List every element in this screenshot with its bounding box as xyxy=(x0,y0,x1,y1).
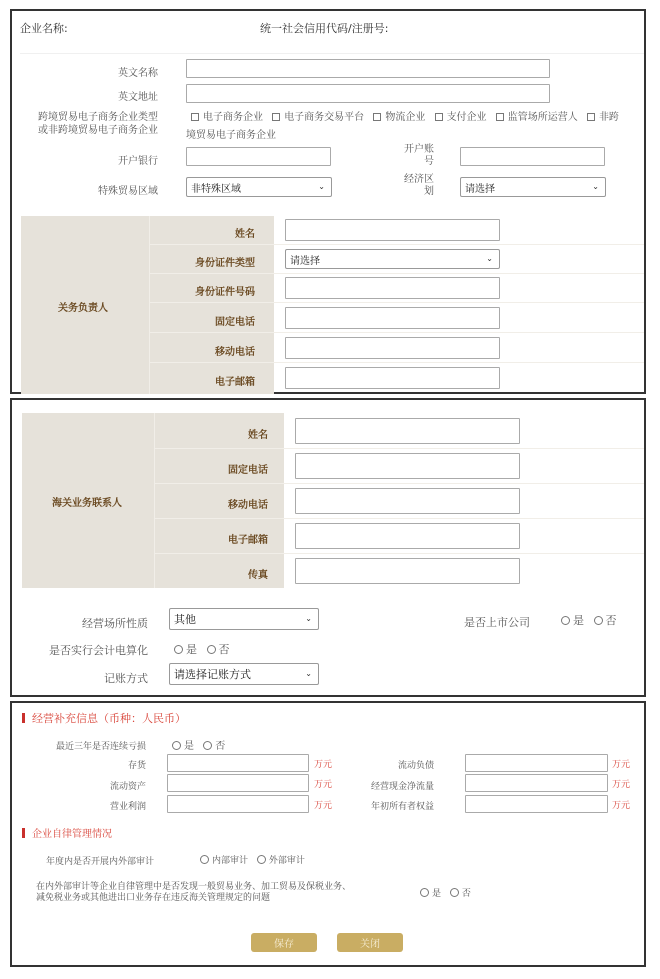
contact-email-input[interactable] xyxy=(295,523,520,549)
violation-question: 在内外部审计等企业自律管理中是否发现一般贸易业务、加工贸易及保税业务、 减免税业务或其他进出口业务存在违反海关管理规定的问题 xyxy=(36,882,352,903)
listed-company-label: 是否上市公司 xyxy=(464,616,530,629)
radio-button[interactable] xyxy=(594,616,603,625)
consecutive-loss-radios xyxy=(172,737,231,752)
opening-equity-unit: 万元 xyxy=(612,801,631,811)
listed-yes-option[interactable]: 是 xyxy=(561,614,584,627)
inventory-unit: 万元 xyxy=(314,760,333,770)
header-divider xyxy=(20,53,644,54)
chevron-down-icon: ⌄ xyxy=(318,182,325,192)
current-liabilities-unit: 万元 xyxy=(612,760,631,770)
account-label: 开户账 号 xyxy=(404,144,434,167)
radio-button[interactable] xyxy=(257,855,266,864)
english-address-label: 英文地址 xyxy=(118,92,158,103)
contact-mobile-label: 移动电话 xyxy=(228,500,268,511)
bookkeeping-select[interactable]: 请选择记账方式 ⌄ xyxy=(169,663,319,685)
consecutive-loss-label: 最近三年是否连续亏损 xyxy=(55,742,146,752)
customs-head-idnumber-input[interactable] xyxy=(285,277,500,299)
bookkeeping-label: 记账方式 xyxy=(104,672,148,685)
violation-yes-option[interactable]: 是 xyxy=(420,889,441,899)
contact-email-label: 电子邮箱 xyxy=(228,535,268,546)
listed-no-option[interactable]: 否 xyxy=(594,614,617,627)
chevron-down-icon: ⌄ xyxy=(305,614,312,624)
contact-mobile-input[interactable] xyxy=(295,488,520,514)
current-liabilities-label: 流动负债 xyxy=(397,761,434,771)
audit-radios xyxy=(200,853,311,866)
operating-cashflow-input[interactable] xyxy=(465,774,608,792)
credit-code-label: 统一社会信用代码/注册号: xyxy=(260,22,389,35)
radio-button[interactable] xyxy=(561,616,570,625)
option-payment[interactable]: 支付企业 xyxy=(435,112,487,123)
option-non-crossborder[interactable]: 非跨 xyxy=(587,112,619,123)
checkbox[interactable] xyxy=(373,113,381,121)
current-liabilities-input[interactable] xyxy=(465,754,608,772)
operating-profit-input[interactable] xyxy=(167,795,309,813)
checkbox[interactable] xyxy=(191,113,199,121)
contact-phone-label: 固定电话 xyxy=(228,465,268,476)
customs-head-phone-label: 固定电话 xyxy=(215,317,255,328)
contact-group-label: 海关业务联系人 xyxy=(52,498,122,509)
customs-head-name-label: 姓名 xyxy=(235,229,255,240)
chevron-down-icon: ⌄ xyxy=(305,669,312,679)
operating-profit-unit: 万元 xyxy=(314,801,333,811)
premises-select[interactable]: 其他 ⌄ xyxy=(169,608,319,630)
operating-cashflow-label: 经营现金净流量 xyxy=(370,782,434,792)
current-assets-input[interactable] xyxy=(167,774,309,792)
account-input[interactable] xyxy=(460,147,605,166)
customs-head-email-input[interactable] xyxy=(285,367,500,389)
opening-equity-label: 年初所有者权益 xyxy=(370,802,434,812)
radio-button[interactable] xyxy=(420,888,429,897)
computerized-no-option[interactable]: 否 xyxy=(207,643,230,656)
checkbox[interactable] xyxy=(587,113,595,121)
radio-button[interactable] xyxy=(207,645,216,654)
radio-button[interactable] xyxy=(174,645,183,654)
section-business-supplement-title: 经营补充信息（币种：人民币） xyxy=(22,710,186,726)
business-supplement-panel xyxy=(10,701,646,967)
chevron-down-icon: ⌄ xyxy=(592,182,599,192)
contact-fax-label: 传真 xyxy=(248,570,268,581)
ecommerce-type-label: 跨境贸易电子商务企业类型 或非跨境贸易电子商务企业 xyxy=(38,112,158,136)
loss-yes-option[interactable]: 是 xyxy=(172,741,194,752)
listed-company-radios xyxy=(561,612,623,628)
violation-radios xyxy=(420,886,477,899)
customs-head-name-input[interactable] xyxy=(285,219,500,241)
customs-head-group-label: 关务负责人 xyxy=(58,303,108,314)
contact-fax-input[interactable] xyxy=(295,558,520,584)
audit-label: 年度内是否开展内外部审计 xyxy=(46,857,155,867)
english-name-input[interactable] xyxy=(186,59,550,78)
english-name-label: 英文名称 xyxy=(118,68,158,79)
customs-head-idnumber-label: 身份证件号码 xyxy=(195,287,255,298)
customs-head-idtype-label: 身份证件类型 xyxy=(195,258,255,269)
contact-phone-input[interactable] xyxy=(295,453,520,479)
computerized-radios xyxy=(174,641,236,657)
english-address-input[interactable] xyxy=(186,84,550,103)
current-assets-unit: 万元 xyxy=(314,780,333,790)
close-button[interactable]: 关闭 xyxy=(337,933,403,952)
audit-internal-option[interactable]: 内部审计 xyxy=(200,856,248,866)
section-self-regulation-title: 企业自律管理情况 xyxy=(22,825,112,840)
bank-input[interactable] xyxy=(186,147,331,166)
radio-button[interactable] xyxy=(203,741,212,750)
inventory-label: 存货 xyxy=(127,761,146,771)
checkbox[interactable] xyxy=(496,113,504,121)
company-name-label: 企业名称: xyxy=(20,22,68,35)
option-supervision-operator[interactable]: 监管场所运营人 xyxy=(496,112,578,123)
option-logistics[interactable]: 物流企业 xyxy=(373,112,425,123)
customs-head-label-column xyxy=(149,216,274,394)
loss-no-option[interactable]: 否 xyxy=(203,741,225,752)
option-ecommerce-platform[interactable]: 电子商务交易平台 xyxy=(272,112,364,123)
option-ecommerce-enterprise[interactable]: 电子商务企业 xyxy=(191,112,263,123)
customs-head-idtype-select[interactable]: 请选择 ⌄ xyxy=(285,249,500,269)
bank-label: 开户银行 xyxy=(118,156,158,167)
operating-cashflow-unit: 万元 xyxy=(612,780,631,790)
chevron-down-icon: ⌄ xyxy=(486,254,493,264)
save-button[interactable]: 保存 xyxy=(251,933,317,952)
operating-profit-label: 营业利润 xyxy=(109,802,146,812)
radio-button[interactable] xyxy=(200,855,209,864)
customs-contact-panel xyxy=(10,398,646,697)
special-zone-select[interactable]: 非特殊区域 ⌄ xyxy=(186,177,332,197)
inventory-input[interactable] xyxy=(167,754,309,772)
radio-button[interactable] xyxy=(450,888,459,897)
customs-head-phone-input[interactable] xyxy=(285,307,500,329)
special-zone-label: 特殊贸易区域 xyxy=(98,186,158,197)
ecommerce-type-options xyxy=(191,111,641,125)
premises-label: 经营场所性质 xyxy=(82,617,148,630)
checkbox[interactable] xyxy=(435,113,443,121)
customs-head-mobile-label: 移动电话 xyxy=(215,347,255,358)
audit-external-option[interactable]: 外部审计 xyxy=(257,856,305,866)
opening-equity-input[interactable] xyxy=(465,795,608,813)
checkbox[interactable] xyxy=(272,113,280,121)
computerized-yes-option[interactable]: 是 xyxy=(174,643,197,656)
enterprise-basic-panel xyxy=(10,9,646,394)
customs-head-email-label: 电子邮箱 xyxy=(215,377,255,388)
radio-button[interactable] xyxy=(172,741,181,750)
current-assets-label: 流动资产 xyxy=(109,782,146,792)
contact-name-input[interactable] xyxy=(295,418,520,444)
computerized-label: 是否实行会计电算化 xyxy=(49,644,148,657)
contact-name-label: 姓名 xyxy=(248,430,268,441)
econ-region-label: 经济区 划 xyxy=(404,174,434,197)
option-non-crossborder-wrap: 境贸易电子商务企业 xyxy=(186,130,276,141)
violation-no-option[interactable]: 否 xyxy=(450,889,471,899)
econ-region-select[interactable]: 请选择 ⌄ xyxy=(460,177,606,197)
customs-head-mobile-input[interactable] xyxy=(285,337,500,359)
